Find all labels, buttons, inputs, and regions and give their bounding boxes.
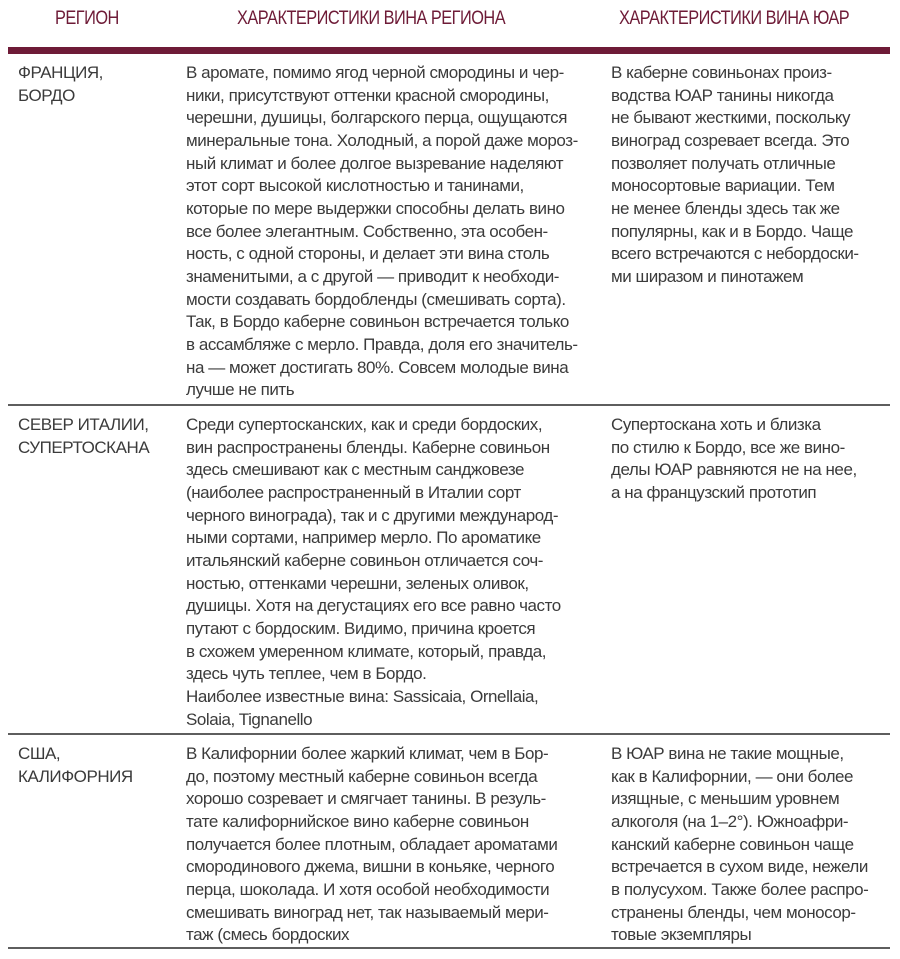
- region-cell: [18, 62, 103, 107]
- text-line: ники, присутствуют оттенки красной смородины,: [186, 85, 549, 105]
- text-line: итальянский каберне совиньон отличается соч-: [186, 550, 543, 570]
- text-line: не бывают жесткими, поскольку: [611, 108, 851, 128]
- text-line: В ЮАР вина не такие мощные,: [611, 744, 844, 763]
- text-line: тате калифорнийское вино каберне совиньон: [186, 811, 529, 831]
- text-line: В Калифорнии более жаркий климат, чем в Бор-: [186, 744, 549, 763]
- text-line: душицы. Хотя на дегустациях его все равно часто: [186, 596, 561, 616]
- sa-wine-cell: [611, 743, 868, 947]
- text-line: а на французский прототип: [611, 482, 817, 502]
- region-wine-cell: [186, 62, 578, 402]
- text-line: до, поэтому местный каберне совиньон всегда: [186, 766, 538, 786]
- text-line: которые по мере выдержки способны делать вино: [186, 198, 565, 218]
- text-line: БОРДО: [18, 85, 75, 105]
- text-line: КАЛИФОРНИЯ: [18, 766, 133, 786]
- text-line: Среди супертосканских, как и среди бордоских,: [186, 415, 543, 434]
- text-line: виноград созревает всегда. Это: [611, 130, 850, 150]
- sa-wine-cell: [611, 62, 859, 289]
- text-line: популярны, как и в Бордо. Чаще: [611, 221, 854, 241]
- text-line: смешивать виноград нет, так называемый мери-: [186, 902, 549, 922]
- text-line: Наиболее известные вина: Sassicaia, Ornellaia,: [186, 686, 539, 706]
- text-line: перца, шоколада. И хотя особой необходимости: [186, 879, 550, 899]
- text-line: товые экземпляры: [611, 925, 752, 945]
- text-line: черного винограда), так и с другими международ-: [186, 505, 559, 525]
- text-line: путают с бордоским. Видимо, причина кроется: [186, 618, 536, 638]
- text-line: ными сортами, например мерло. По ароматике: [186, 528, 541, 548]
- text-line: не менее бленды здесь так же: [611, 198, 840, 218]
- text-line: получается более плотным, обладает ароматами: [186, 834, 558, 854]
- text-line: ФРАНЦИЯ,: [18, 63, 103, 82]
- text-line: канский каберне совиньон чаще: [611, 834, 854, 854]
- text-line: мости создавать бордобленды (смешивать сорта).: [186, 289, 566, 309]
- text-line: ностью, оттенками черешни, зеленых оливок,: [186, 573, 529, 593]
- text-line: изящные, с меньшим уровнем: [611, 789, 840, 809]
- text-line: ность, с одной стороны, и делает эти вина столь: [186, 244, 550, 264]
- region-cell: [18, 414, 149, 459]
- text-line: в схожем умеренном климате, который, правда,: [186, 641, 547, 661]
- text-line: моносортовые вариации. Тем: [611, 176, 835, 196]
- text-line: В аромате, помимо ягод черной смородины и чер-: [186, 63, 564, 82]
- text-line: СУПЕРТОСКАНА: [18, 437, 150, 457]
- text-line: хорошо созревает и смягчает танины. В резуль-: [186, 789, 546, 809]
- text-line: В каберне совиньонах произ-: [611, 63, 832, 82]
- text-line: ми ширазом и пинотажем: [611, 266, 804, 286]
- text-line: в ассамбляже с мерло. Правда, доля его значитель-: [186, 334, 578, 354]
- text-line: все более элегантным. Собственно, эта особен-: [186, 221, 548, 241]
- table-header: [0, 0, 900, 46]
- text-line: минеральные тона. Холодный, а порой даже мороз-: [186, 130, 578, 150]
- text-line: здесь чуть теплее, чем в Бордо.: [186, 664, 427, 684]
- row-divider: [8, 404, 890, 406]
- text-line: США,: [18, 744, 61, 763]
- text-line: ный климат и более долгое вызревание наделяют: [186, 153, 564, 173]
- header-rule: [8, 47, 890, 54]
- text-line: Solaia, Tignanello: [186, 709, 313, 729]
- text-line: позволяет получать отличные: [611, 153, 836, 173]
- text-line: (наиболее распространенный в Италии сорт: [186, 482, 521, 502]
- text-line: встречается в сухом виде, нежели: [611, 857, 868, 877]
- text-line: делы ЮАР равняются не на нее,: [611, 460, 857, 480]
- text-line: этот сорт высокой кислотностью и танинами,: [186, 176, 524, 196]
- text-line: таж (смесь бордоских: [186, 925, 350, 945]
- text-line: знаменитыми, а с другой — приводит к необходи-: [186, 266, 560, 286]
- text-line: СЕВЕР ИТАЛИИ,: [18, 415, 149, 434]
- text-line: в полусухом. Также более распро-: [611, 879, 869, 899]
- text-line: на — может достигать 80%. Совсем молодые вина: [186, 357, 569, 377]
- sa-wine-cell: [611, 414, 857, 505]
- text-line: водства ЮАР танины никогда: [611, 85, 834, 105]
- text-line: черешни, душицы, болгарского перца, ощущаются: [186, 108, 567, 128]
- text-line: Супертоскана хоть и близка: [611, 415, 821, 434]
- text-line: как в Калифорнии, — они более: [611, 766, 854, 786]
- region-wine-cell: [186, 414, 561, 731]
- text-line: лучше не пить: [186, 380, 295, 400]
- text-line: по стилю к Бордо, все же вино-: [611, 437, 845, 457]
- region-wine-cell: [186, 743, 557, 947]
- column-header-sa-wine: ХАРАКТЕРИСТИКИ ВИНА ЮАР: [619, 8, 850, 29]
- text-line: странены бленды, чем моносор-: [611, 902, 856, 922]
- text-line: всего встречаются с небордоски-: [611, 244, 859, 264]
- region-cell: [18, 743, 133, 788]
- column-header-region: РЕГИОН: [55, 8, 119, 29]
- text-line: здесь смешивают как с местным санджовезе: [186, 460, 524, 480]
- row-divider: [8, 947, 890, 949]
- text-line: смородинового джема, вишни в коньяке, черного: [186, 857, 555, 877]
- text-line: Так, в Бордо каберне совиньон встречается только: [186, 312, 569, 332]
- row-divider: [8, 733, 890, 735]
- text-line: вин распространены бленды. Каберне совиньон: [186, 437, 550, 457]
- column-header-region-wine: ХАРАКТЕРИСТИКИ ВИНА РЕГИОНА: [237, 8, 506, 29]
- text-line: алкоголя (на 1–2°). Южноафри-: [611, 811, 849, 831]
